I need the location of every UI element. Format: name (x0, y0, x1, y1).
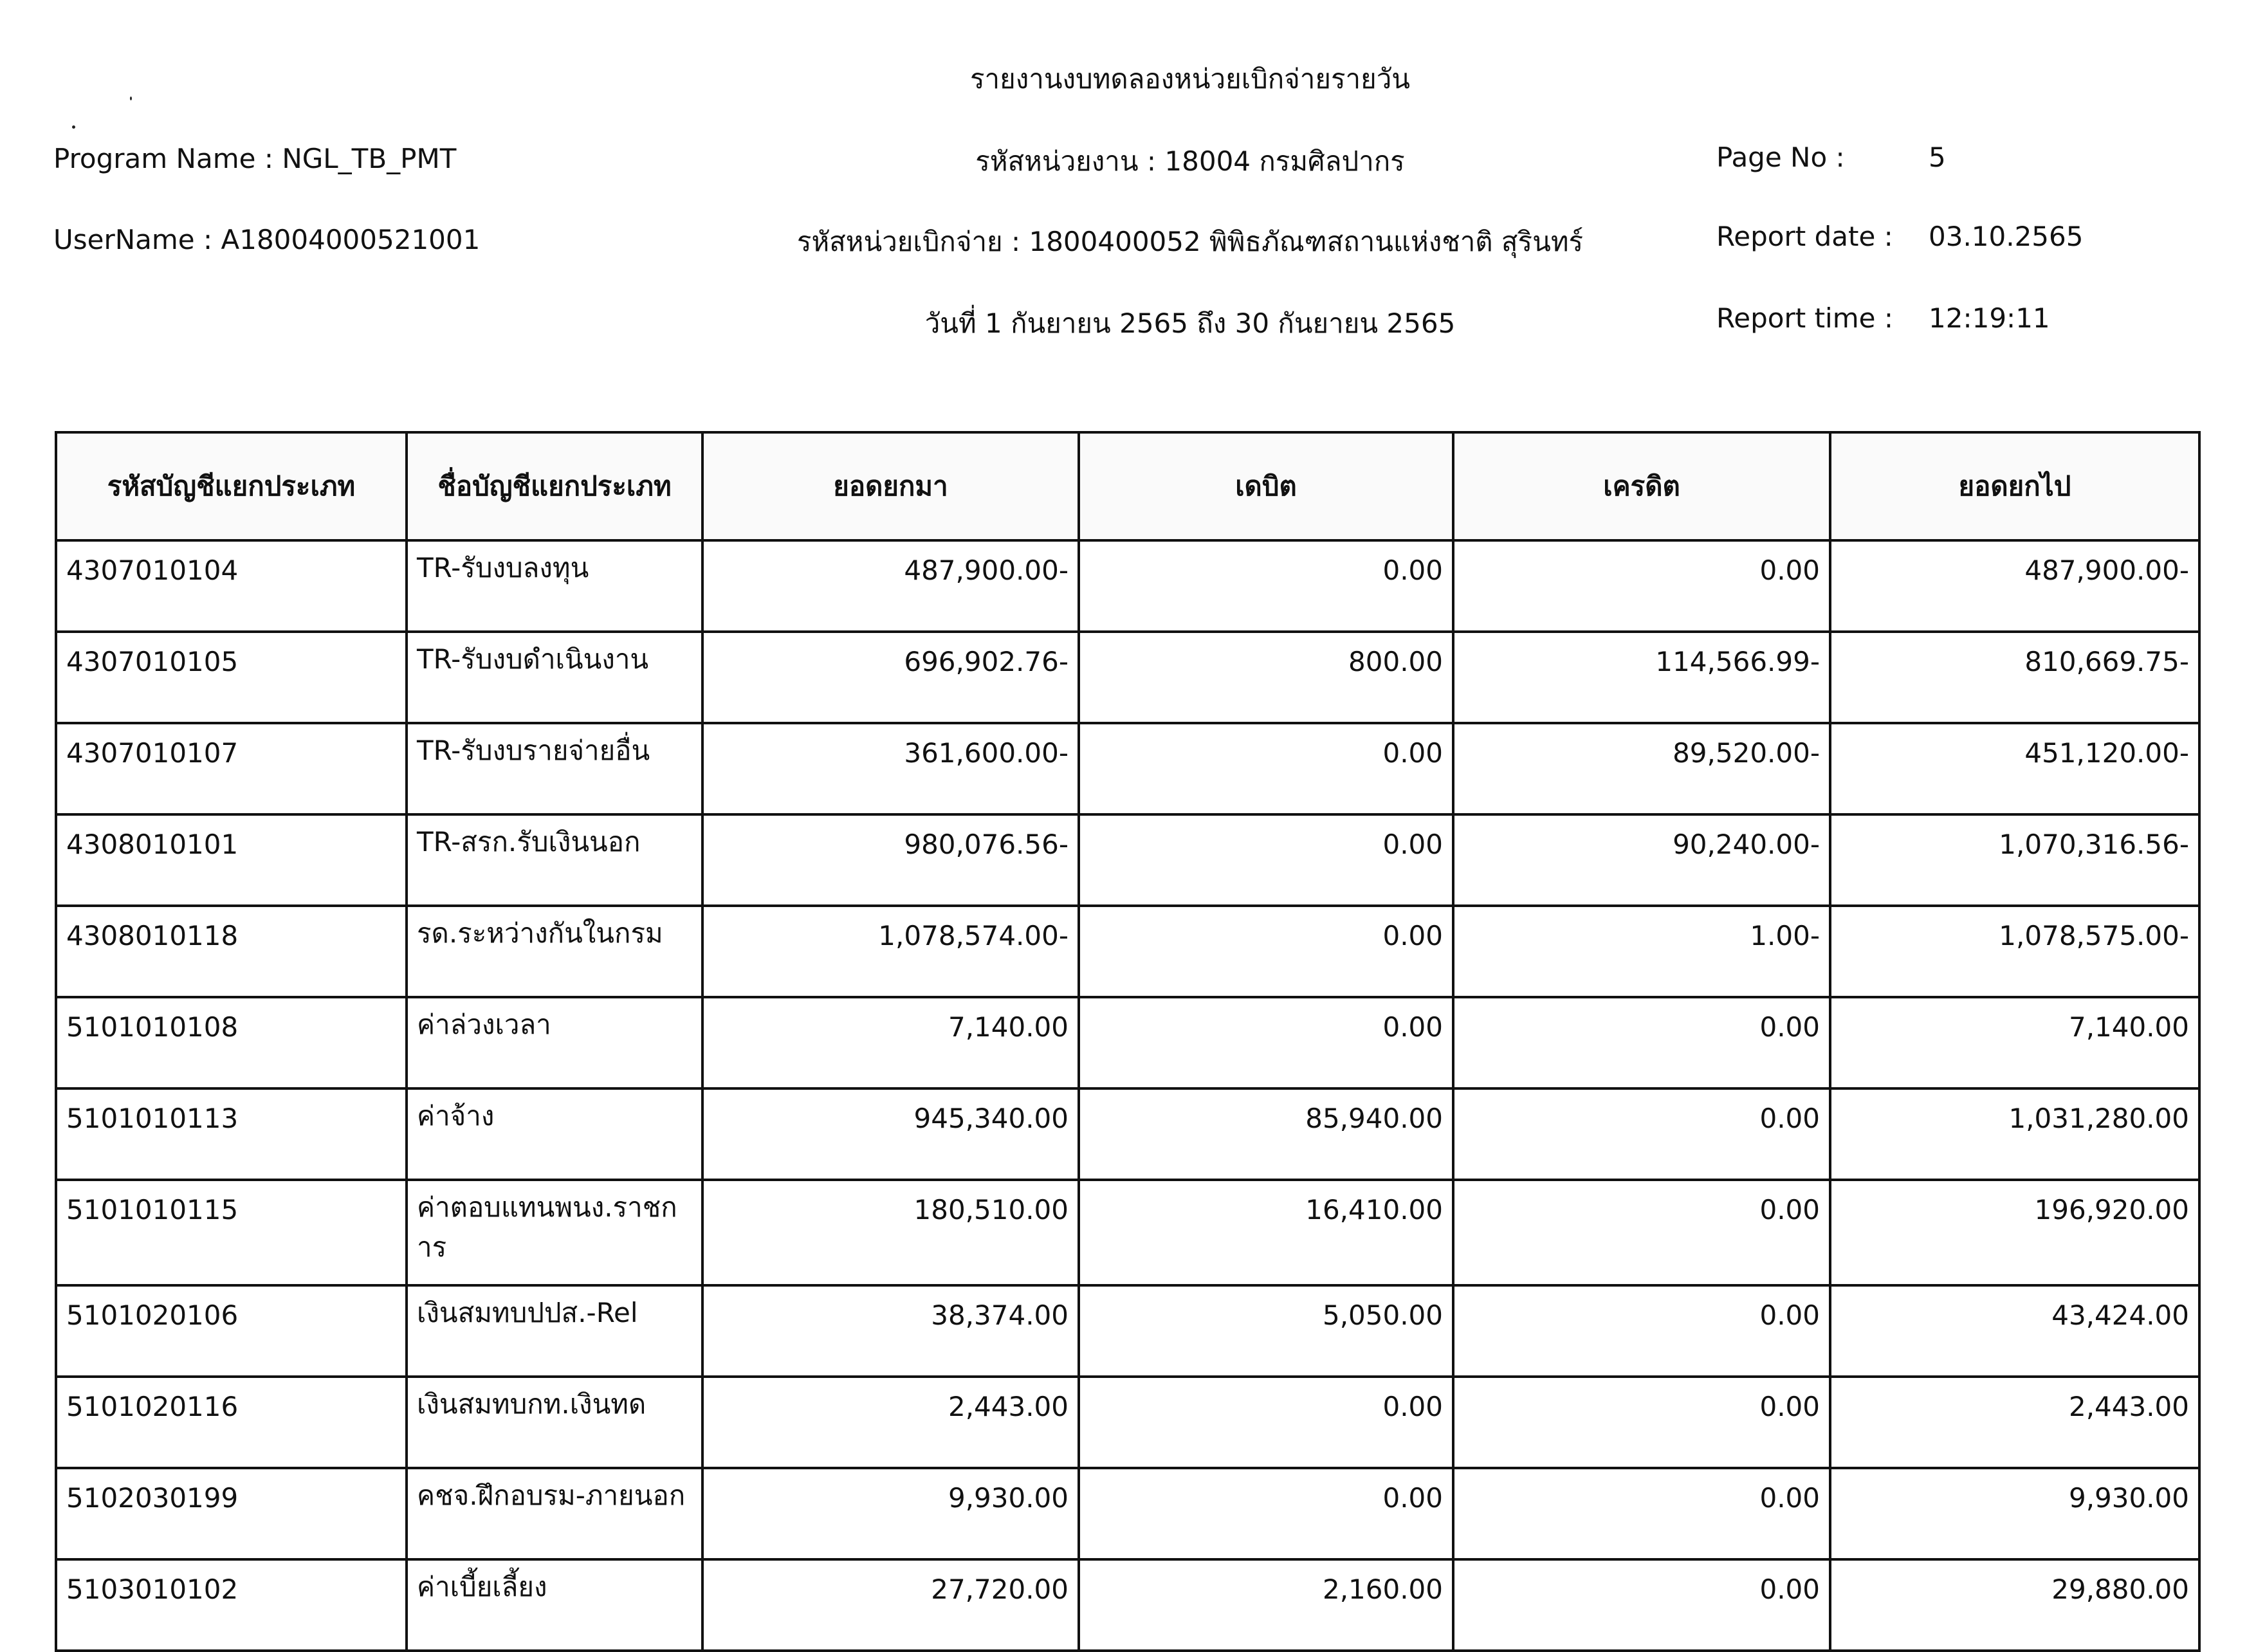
debit: 0.00 (1079, 1377, 1453, 1468)
debit: 0.00 (1079, 540, 1453, 632)
username: UserName : A18004000521001 (53, 224, 481, 255)
credit: 0.00 (1453, 997, 1830, 1088)
credit: 114,566.99- (1453, 632, 1830, 723)
account-code: 5101020116 (56, 1377, 407, 1468)
credit: 0.00 (1453, 1468, 1830, 1559)
credit: 0.00 (1453, 1088, 1830, 1180)
brought-forward: 487,900.00- (702, 540, 1079, 632)
scan-speck (72, 125, 75, 129)
agency-line: รหัสหน่วยงาน : 18004 กรมศิลปากร (975, 145, 1405, 177)
account-name: ค่าล่วงเวลา (407, 997, 702, 1088)
account-code: 5101010113 (56, 1088, 407, 1180)
brought-forward: 180,510.00 (702, 1180, 1079, 1285)
account-name: เงินสมทบปปส.-Rel (407, 1285, 702, 1377)
brought-forward: 2,443.00 (702, 1377, 1079, 1468)
table-row (56, 1468, 2199, 1559)
account-code: 5101020106 (56, 1285, 407, 1377)
table-row (56, 540, 2199, 632)
carried-forward: 1,031,280.00 (1830, 1088, 2199, 1180)
credit: 90,240.00- (1453, 814, 1830, 906)
account-name: ค่าจ้าง (407, 1088, 702, 1180)
account-name: TR-สรก.รับเงินนอก (407, 814, 702, 906)
account-code: 5101010108 (56, 997, 407, 1088)
carried-forward: 1,078,575.00- (1830, 906, 2199, 997)
credit: 0.00 (1453, 1377, 1830, 1468)
carried-forward: 9,930.00 (1830, 1468, 2199, 1559)
column-header-credit: เครดิต (1453, 432, 1830, 540)
trial-balance-table (55, 431, 2201, 1652)
account-name: TR-รับงบลงทุน (407, 540, 702, 632)
account-code: 5102030199 (56, 1468, 407, 1559)
account-name: เงินสมทบกท.เงินทด (407, 1377, 702, 1468)
brought-forward: 361,600.00- (702, 723, 1079, 814)
table-row (56, 1559, 2199, 1651)
table-row (56, 997, 2199, 1088)
carried-forward: 2,443.00 (1830, 1377, 2199, 1468)
table-row (56, 723, 2199, 814)
credit: 0.00 (1453, 1180, 1830, 1285)
period-line: วันที่ 1 กันยายน 2565 ถึง 30 กันยายน 2565 (924, 307, 1456, 339)
carried-forward: 43,424.00 (1830, 1285, 2199, 1377)
account-name: รด.ระหว่างกันในกรม (407, 906, 702, 997)
credit: 0.00 (1453, 1285, 1830, 1377)
carried-forward: 196,920.00 (1830, 1180, 2199, 1285)
column-header-account-name: ชื่อบัญชีแยกประเภท (407, 432, 702, 540)
credit: 1.00- (1453, 906, 1830, 997)
table-row (56, 632, 2199, 723)
account-code: 4307010105 (56, 632, 407, 723)
report-time-value: 12:19:11 (1929, 302, 2050, 334)
credit: 0.00 (1453, 540, 1830, 632)
report-time-label: Report time : (1716, 302, 1893, 334)
brought-forward: 38,374.00 (702, 1285, 1079, 1377)
carried-forward: 1,070,316.56- (1830, 814, 2199, 906)
table-row (56, 1377, 2199, 1468)
carried-forward: 451,120.00- (1830, 723, 2199, 814)
account-name: ค่าเบี้ยเลี้ยง (407, 1559, 702, 1651)
table-row (56, 906, 2199, 997)
brought-forward: 980,076.56- (702, 814, 1079, 906)
disbursing-unit-line: รหัสหน่วยเบิกจ่าย : 1800400052 พิพิธภัณฑสถานแห่งชาติ สุรินทร์ (796, 226, 1584, 257)
account-name: คชจ.ฝึกอบรม-ภายนอก (407, 1468, 702, 1559)
program-name: Program Name : NGL_TB_PMT (53, 143, 457, 174)
column-header-account-code: รหัสบัญชีแยกประเภท (56, 432, 407, 540)
brought-forward: 696,902.76- (702, 632, 1079, 723)
debit: 0.00 (1079, 723, 1453, 814)
brought-forward: 7,140.00 (702, 997, 1079, 1088)
page-no-label: Page No : (1716, 142, 1845, 173)
report-title: รายงานงบทดลองหน่วยเบิกจ่ายรายวัน (969, 63, 1411, 95)
carried-forward: 487,900.00- (1830, 540, 2199, 632)
carried-forward: 810,669.75- (1830, 632, 2199, 723)
brought-forward: 945,340.00 (702, 1088, 1079, 1180)
account-code: 4308010101 (56, 814, 407, 906)
column-header-carried-forward: ยอดยกไป (1830, 432, 2199, 540)
debit: 0.00 (1079, 814, 1453, 906)
account-name: TR-รับงบรายจ่ายอื่น (407, 723, 702, 814)
debit: 2,160.00 (1079, 1559, 1453, 1651)
table-row (56, 1180, 2199, 1285)
column-header-brought-forward: ยอดยกมา (702, 432, 1079, 540)
debit: 85,940.00 (1079, 1088, 1453, 1180)
report-date-value: 03.10.2565 (1929, 221, 2084, 252)
debit: 5,050.00 (1079, 1285, 1453, 1377)
account-name: TR-รับงบดำเนินงาน (407, 632, 702, 723)
debit: 16,410.00 (1079, 1180, 1453, 1285)
page-no-value: 5 (1929, 142, 1946, 173)
account-code: 5101010115 (56, 1180, 407, 1285)
carried-forward: 7,140.00 (1830, 997, 2199, 1088)
credit: 89,520.00- (1453, 723, 1830, 814)
credit: 0.00 (1453, 1559, 1830, 1651)
debit: 800.00 (1079, 632, 1453, 723)
brought-forward: 9,930.00 (702, 1468, 1079, 1559)
table-row (56, 1088, 2199, 1180)
debit: 0.00 (1079, 1468, 1453, 1559)
table-row (56, 1285, 2199, 1377)
brought-forward: 1,078,574.00- (702, 906, 1079, 997)
scan-speck (130, 96, 132, 100)
table-row (56, 814, 2199, 906)
debit: 0.00 (1079, 906, 1453, 997)
report-date-label: Report date : (1716, 221, 1893, 252)
brought-forward: 27,720.00 (702, 1559, 1079, 1651)
account-code: 4308010118 (56, 906, 407, 997)
carried-forward: 29,880.00 (1830, 1559, 2199, 1651)
column-header-debit: เดบิต (1079, 432, 1453, 540)
account-code: 4307010107 (56, 723, 407, 814)
table-header-row (56, 432, 2199, 540)
account-code: 4307010104 (56, 540, 407, 632)
account-code: 5103010102 (56, 1559, 407, 1651)
account-name: ค่าตอบแทนพนง.ราชการ (407, 1180, 702, 1285)
debit: 0.00 (1079, 997, 1453, 1088)
